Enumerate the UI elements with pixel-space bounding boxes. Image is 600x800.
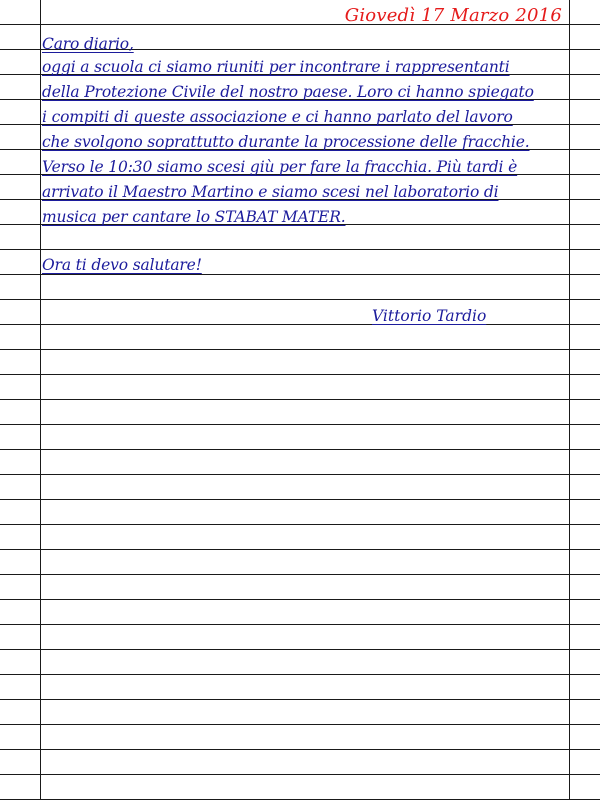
diary-signature: Vittorio Tardio (372, 307, 487, 325)
right-margin-line (569, 0, 570, 800)
diary-closing: Ora ti devo salutare! (42, 256, 202, 274)
diary-line: della Protezione Civile del nostro paese. Loro ci hanno spiegato (42, 83, 534, 101)
diary-greeting: Caro diario, (42, 35, 134, 53)
diary-line: musica per cantare lo STABAT MATER. (42, 208, 346, 226)
diary-line: oggi a scuola ci siamo riuniti per incontrare i rappresentanti (42, 58, 510, 76)
diary-line: che svolgono soprattutto durante la processione delle fracchie. (42, 133, 530, 151)
left-margin-line (40, 0, 41, 800)
diary-date: Giovedì 17 Marzo 2016 (344, 5, 562, 26)
diary-line: i compiti di queste associazione e ci hanno parlato del lavoro (42, 108, 513, 126)
diary-line: Verso le 10:30 siamo scesi giù per fare la fracchia. Più tardi è (42, 158, 518, 176)
diary-line: arrivato il Maestro Martino e siamo scesi nel laboratorio di (42, 183, 499, 201)
